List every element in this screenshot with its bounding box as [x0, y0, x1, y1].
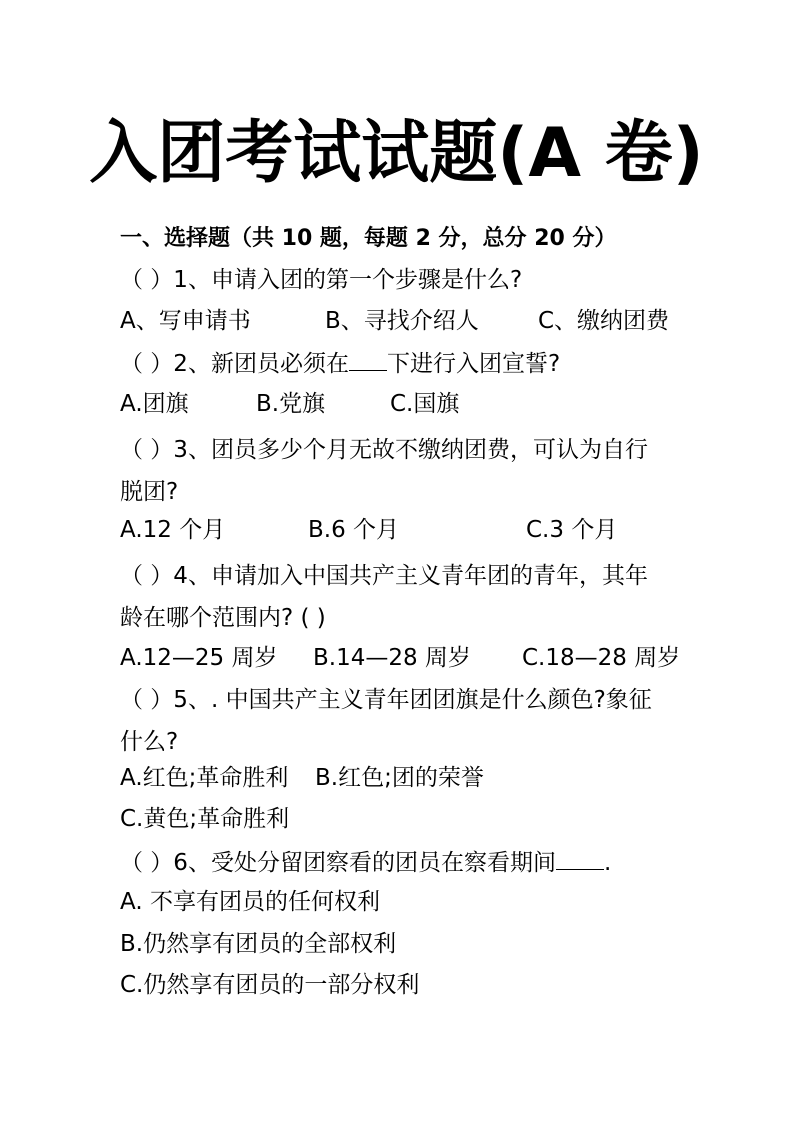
question-6-option-c: C.仍然享有团员的一部分权利 [120, 972, 420, 998]
question-6-option-a: A. 不享有团员的任何权利 [120, 889, 380, 915]
question-2-stem-end: 下进行入团宣誓? [386, 351, 561, 377]
question-5-option-b: B.红色;团的荣誉 [315, 765, 484, 791]
question-6-stem-end: . [603, 850, 612, 876]
question-2-stem-start: （ ）2、新团员必须在 [120, 351, 349, 377]
question-2-option-a: A.团旗 [120, 391, 189, 417]
question-2-stem [120, 348, 560, 379]
question-3-stem-line-1: （ ）3、团员多少个月无故不缴纳团费，可认为自行 [120, 437, 648, 463]
question-1-option-c: C、缴纳团费 [538, 308, 670, 334]
question-6-stem [120, 847, 611, 878]
page-title: 入团考试试题(A 卷) [89, 114, 704, 193]
answer-blank [556, 847, 604, 870]
question-1-stem: （ ）1、申请入团的第一个步骤是什么? [120, 267, 523, 293]
question-2-option-b: B.党旗 [256, 391, 326, 417]
question-3-option-b: B.6 个月 [308, 517, 400, 543]
question-5-option-a: A.红色;革命胜利 [120, 765, 289, 791]
question-2-option-c: C.国旗 [390, 391, 460, 417]
question-5-option-c: C.黄色;革命胜利 [120, 806, 290, 832]
question-1-option-b: B、寻找介绍人 [325, 308, 479, 334]
question-3-option-c: C.3 个月 [526, 517, 618, 543]
question-5-stem-line-1: （ ）5、. 中国共产主义青年团团旗是什么颜色?象征 [120, 687, 652, 713]
answer-blank [349, 348, 387, 371]
question-1-option-a: A、写申请书 [120, 308, 251, 334]
question-4-stem-line-1: （ ）4、申请加入中国共产主义青年团的青年，其年 [120, 563, 648, 589]
question-4-option-c: C.18—28 周岁 [522, 645, 681, 671]
question-6-stem-start: （ ）6、受处分留团察看的团员在察看期间 [120, 850, 556, 876]
question-5-stem-line-2: 什么? [120, 729, 179, 755]
question-4-option-b: B.14—28 周岁 [313, 645, 471, 671]
question-4-stem-line-2: 龄在哪个范围内? ( ) [120, 605, 326, 631]
question-4-option-a: A.12—25 周岁 [120, 645, 278, 671]
question-6-option-b: B.仍然享有团员的全部权利 [120, 931, 397, 957]
question-3-option-a: A.12 个月 [120, 517, 226, 543]
question-3-stem-line-2: 脱团? [120, 479, 179, 505]
section-heading: 一、选择题（共 10 题，每题 2 分，总分 20 分） [120, 226, 617, 251]
